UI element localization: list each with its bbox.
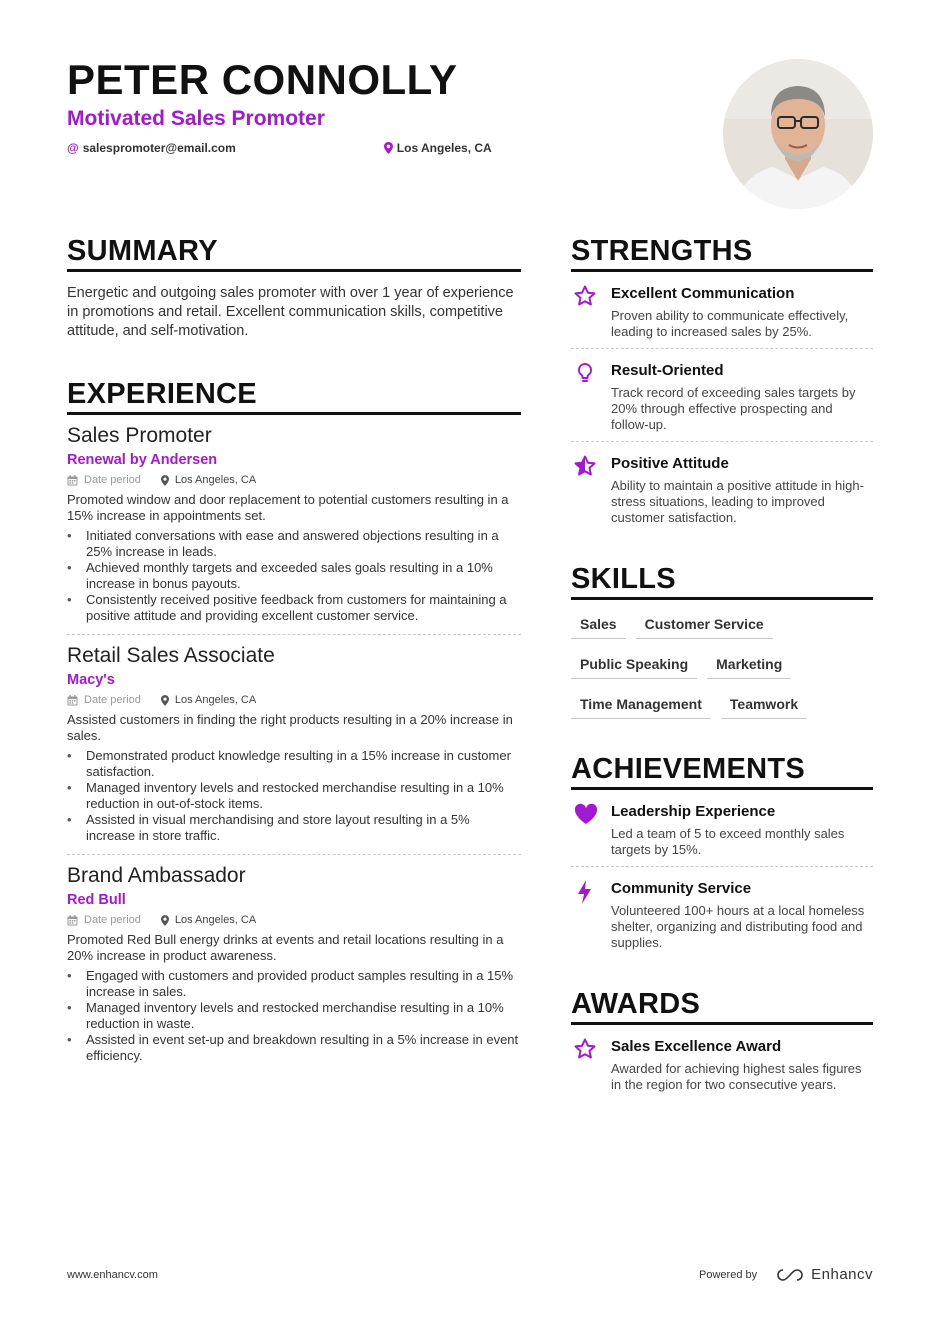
job-meta xyxy=(67,693,521,707)
summary-heading: SUMMARY xyxy=(67,234,521,272)
location-text: Los Angeles, CA xyxy=(396,141,492,155)
experience-entry xyxy=(67,634,521,854)
strength-title: Excellent Communication xyxy=(611,285,795,302)
bullet-item: • Managed inventory levels and restocked merchandise resulting in a 10% reduction in out-of-stock items. xyxy=(67,780,521,812)
skills-section xyxy=(571,562,873,730)
bullet-item: • Consistently received positive feedback from customers for maintaining a positive attitude and providing excellent customer service. xyxy=(67,592,521,624)
job-location xyxy=(161,473,256,487)
skills-heading: SKILLS xyxy=(571,562,873,600)
job-meta xyxy=(67,913,521,927)
strength-title: Positive Attitude xyxy=(611,455,729,472)
experience-entry xyxy=(67,854,521,1074)
heart-icon xyxy=(571,802,611,858)
left-column xyxy=(67,234,521,1074)
right-column xyxy=(571,234,873,1101)
bullet-item: • Managed inventory levels and restocked merchandise resulting in a 10% reduction in waste. xyxy=(67,1000,521,1032)
lightning-icon xyxy=(571,879,611,951)
achievement-title: Leadership Experience xyxy=(611,803,776,820)
enhancv-brand-text: Enhancv xyxy=(811,1266,873,1283)
bullet-item: • Assisted in visual merchandising and store layout resulting in a 5% increase in store traffic. xyxy=(67,812,521,844)
job-location xyxy=(161,913,256,927)
job-bullets xyxy=(67,528,521,624)
strength-description: Ability to maintain a positive attitude in high-stress situations, leading to improved customer satisfaction. xyxy=(611,478,864,525)
strengths-section xyxy=(571,234,873,534)
job-title: Brand Ambassador xyxy=(67,864,246,887)
company-name: Macy's xyxy=(67,672,115,688)
candidate-name: PETER CONNOLLY xyxy=(67,56,458,103)
skill-tag: Customer Service xyxy=(636,610,773,639)
map-pin-icon xyxy=(384,142,393,154)
page-footer xyxy=(67,1266,873,1283)
contact-info xyxy=(67,140,687,156)
date-text: Date period xyxy=(84,474,141,486)
skill-tag: Time Management xyxy=(571,690,711,719)
strength-description: Track record of exceeding sales targets by 20% through effective prospecting and follow-up. xyxy=(611,385,856,432)
awards-heading: AWARDS xyxy=(571,987,873,1025)
date-text: Date period xyxy=(84,914,141,926)
job-description: Assisted customers in finding the right products resulting in a 20% increase in sales. xyxy=(67,712,513,743)
job-meta xyxy=(67,473,521,487)
map-pin-icon xyxy=(161,695,169,706)
strength-item xyxy=(571,272,873,348)
strength-description: Proven ability to communicate effectively, leading to increased sales by 25%. xyxy=(611,308,849,339)
location-text: Los Angeles, CA xyxy=(174,914,257,926)
experience-entry xyxy=(67,415,521,634)
summary-text: Energetic and outgoing sales promoter with over 1 year of experience in promotions and retail. Excellent communication skills, competitive attitude, and self-motivation. xyxy=(67,285,514,339)
job-bullets xyxy=(67,968,521,1064)
company-name: Red Bull xyxy=(67,892,126,908)
job-title: Retail Sales Associate xyxy=(67,644,275,667)
achievement-item xyxy=(571,790,873,866)
summary-section xyxy=(67,234,521,341)
job-description: Promoted window and door replacement to potential customers resulting in a 15% increase in appointments set. xyxy=(67,492,509,523)
email-contact[interactable] xyxy=(67,140,236,156)
awards-section xyxy=(571,987,873,1101)
email-text: salespromoter@email.com xyxy=(82,141,236,155)
powered-by-label: Powered by xyxy=(699,1268,758,1281)
at-icon: @ xyxy=(67,141,79,155)
bullet-item: • Achieved monthly targets and exceeded sales goals resulting in a 10% increase in bonus payouts. xyxy=(67,560,521,592)
experience-section xyxy=(67,377,521,1074)
star-outline-icon xyxy=(571,1037,611,1093)
resume-header xyxy=(67,56,687,156)
company-name: Renewal by Andersen xyxy=(67,452,218,468)
website-link[interactable]: www.enhancv.com xyxy=(67,1268,158,1281)
map-pin-icon xyxy=(161,475,169,486)
powered-by xyxy=(699,1266,873,1283)
job-location xyxy=(161,693,256,707)
skill-tag: Public Speaking xyxy=(571,650,697,679)
lightbulb-icon xyxy=(571,361,611,433)
experience-heading: EXPERIENCE xyxy=(67,377,521,415)
award-title: Sales Excellence Award xyxy=(611,1038,782,1055)
location-text: Los Angeles, CA xyxy=(174,474,257,486)
map-pin-icon xyxy=(161,915,169,926)
achievements-section xyxy=(571,752,873,959)
award-description: Awarded for achieving highest sales figures in the region for two consecutive years. xyxy=(611,1061,862,1092)
location-text: Los Angeles, CA xyxy=(174,694,257,706)
calendar-icon xyxy=(67,695,78,706)
job-date xyxy=(67,913,141,927)
skills-list xyxy=(571,610,873,730)
achievements-heading: ACHIEVEMENTS xyxy=(571,752,873,790)
bullet-item: • Assisted in event set-up and breakdown resulting in a 5% increase in event efficiency. xyxy=(67,1032,521,1064)
enhancv-logo[interactable] xyxy=(775,1266,873,1283)
strengths-heading: STRENGTHS xyxy=(571,234,873,272)
strength-item xyxy=(571,348,873,441)
achievement-item xyxy=(571,866,873,959)
bullet-item: • Engaged with customers and provided product samples resulting in a 15% increase in sales. xyxy=(67,968,521,1000)
strength-title: Result-Oriented xyxy=(611,362,724,379)
job-title: Sales Promoter xyxy=(67,424,212,447)
job-bullets xyxy=(67,748,521,844)
skill-tag: Marketing xyxy=(707,650,791,679)
job-description: Promoted Red Bull energy drinks at events and retail locations resulting in a 20% increase in product awareness. xyxy=(67,932,504,963)
achievement-description: Volunteered 100+ hours at a local homeless shelter, organizing and distributing food and supplies. xyxy=(611,903,865,950)
award-item xyxy=(571,1025,873,1101)
star-outline-icon xyxy=(571,284,611,340)
calendar-icon xyxy=(67,475,78,486)
achievement-description: Led a team of 5 to exceed monthly sales targets by 15%. xyxy=(611,826,845,857)
calendar-icon xyxy=(67,915,78,926)
star-half-icon xyxy=(571,454,611,526)
profile-photo xyxy=(723,59,873,209)
bullet-item: • Demonstrated product knowledge resulting in a 15% increase in customer satisfaction. xyxy=(67,748,521,780)
candidate-tagline: Motivated Sales Promoter xyxy=(67,107,325,130)
enhancv-logo-icon xyxy=(775,1268,805,1282)
location-contact xyxy=(384,140,492,156)
strength-item xyxy=(571,441,873,534)
bullet-item: • Initiated conversations with ease and answered objections resulting in a 25% increase in leads. xyxy=(67,528,521,560)
date-text: Date period xyxy=(84,694,141,706)
skill-tag: Sales xyxy=(571,610,626,639)
skill-tag: Teamwork xyxy=(721,690,807,719)
achievement-title: Community Service xyxy=(611,880,752,897)
job-date xyxy=(67,693,141,707)
job-date xyxy=(67,473,141,487)
